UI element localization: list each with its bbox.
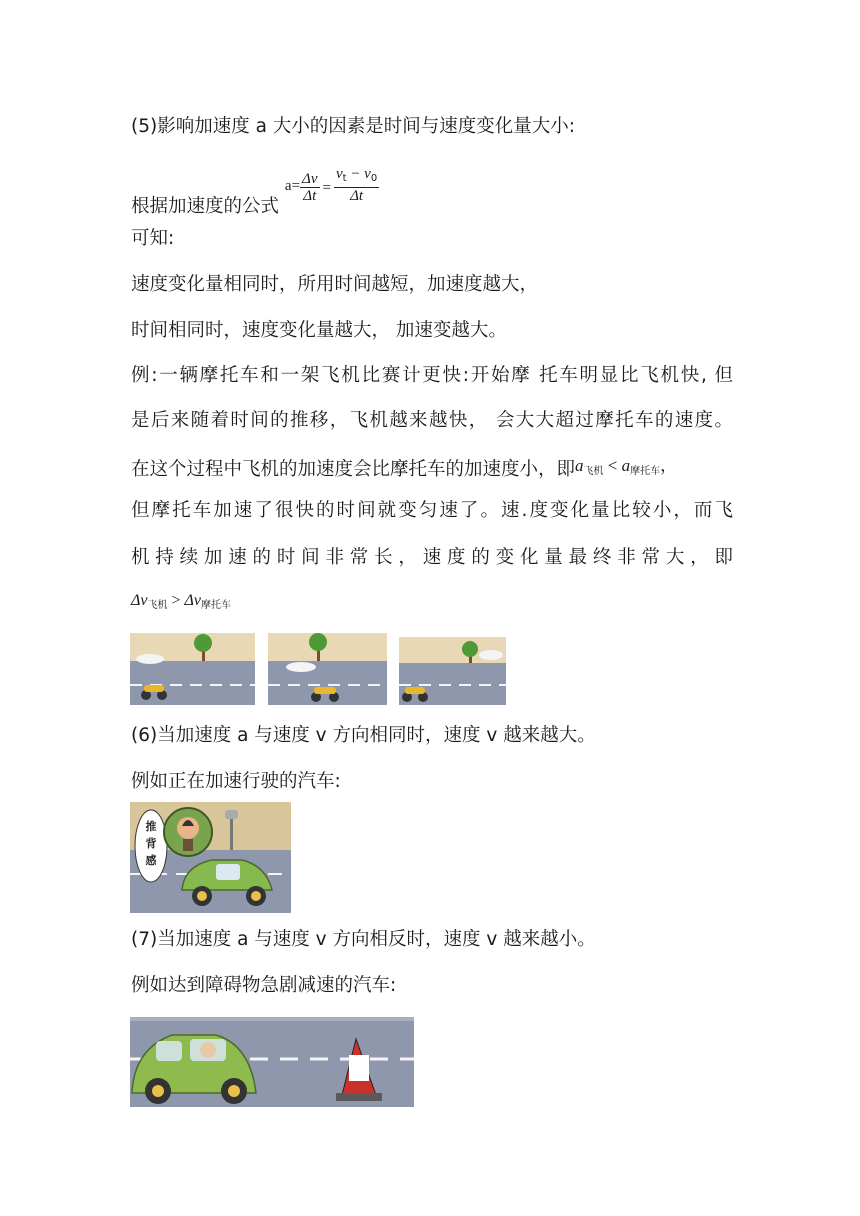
- example-line-1: 例:一辆摩托车和一架飞机比赛计更快:开始摩 托车明显比飞机快, 但: [131, 365, 733, 386]
- example-line-3: 在这个过程中飞机的加速度会比摩托车的加速度小，即$a_{飞机} < a_{摩托车}$，: [131, 456, 678, 480]
- formula-intro: 根据加速度的公式: [131, 196, 280, 217]
- sign-text-3: 感: [145, 854, 157, 867]
- formula-frac-2: $\frac{v_t - v_0}{\Delta t}$: [335, 166, 378, 204]
- motorcycle-icon: [314, 687, 336, 694]
- point-5-heading: (5)影响加速度 a 大小的因素是时间与速度变化量大小:: [131, 116, 576, 137]
- motorcycle-icon: [144, 685, 164, 692]
- race-illustration-2: [268, 633, 387, 705]
- race-illustration-1: [130, 633, 255, 705]
- example-line-4: 但摩托车加速了很快的时间就变匀速了。速.度变化量比较小，而飞: [131, 500, 733, 521]
- formula-frac-1: $\frac{\Delta v}{\Delta t}$: [302, 171, 318, 204]
- race-illustration-3: [399, 637, 506, 705]
- rule-line-2: 时间相同时，速度变化量越大， 加速变越大。: [131, 320, 507, 341]
- example-line-2: 是后来随着时间的推移，飞机越来越快， 会大大超过摩托车的速度。: [131, 410, 733, 431]
- inequality-accel: $a_{飞机} < a_{摩托车}$，: [575, 456, 678, 477]
- rule-line-1: 速度变化量相同时，所用时间越短，加速度越大，: [131, 274, 539, 295]
- formula-line: 根据加速度的公式 $^{a=}$ $\frac{\Delta v}{\Delta t}$ = $\frac{v_t - v_0}{\Delta t}$: [131, 166, 378, 217]
- point-7-example: 例如达到障碍物急剧减速的汽车:: [131, 975, 397, 996]
- decelerating-car-illustration: [130, 1017, 414, 1107]
- airplane-icon: [286, 662, 316, 672]
- sign-text-2: 背: [145, 837, 157, 850]
- airplane-icon: [479, 650, 503, 660]
- point-6-example: 例如正在加速行驶的汽车:: [131, 771, 341, 792]
- airplane-icon: [136, 654, 164, 664]
- formula-a-eq: a=: [284, 178, 301, 194]
- point-7-heading: (7)当加速度 a 与速度 v 方向相反时，速度 v 越来越小。: [131, 929, 596, 950]
- accelerating-car-illustration: [130, 802, 291, 913]
- sign-text-1: 推: [145, 820, 157, 833]
- knowable-line: 可知:: [131, 228, 175, 249]
- motorcycle-icon: [405, 687, 425, 694]
- point-6-heading: (6)当加速度 a 与速度 v 方向相同时，速度 v 越来越大。: [131, 725, 596, 746]
- example-line-5: 机持续加速的时间非常长，速度的变化量最终非常大，即: [131, 547, 733, 568]
- inequality-velocity: $\Delta v_{飞机} > \Delta v_{摩托车}$: [131, 592, 232, 611]
